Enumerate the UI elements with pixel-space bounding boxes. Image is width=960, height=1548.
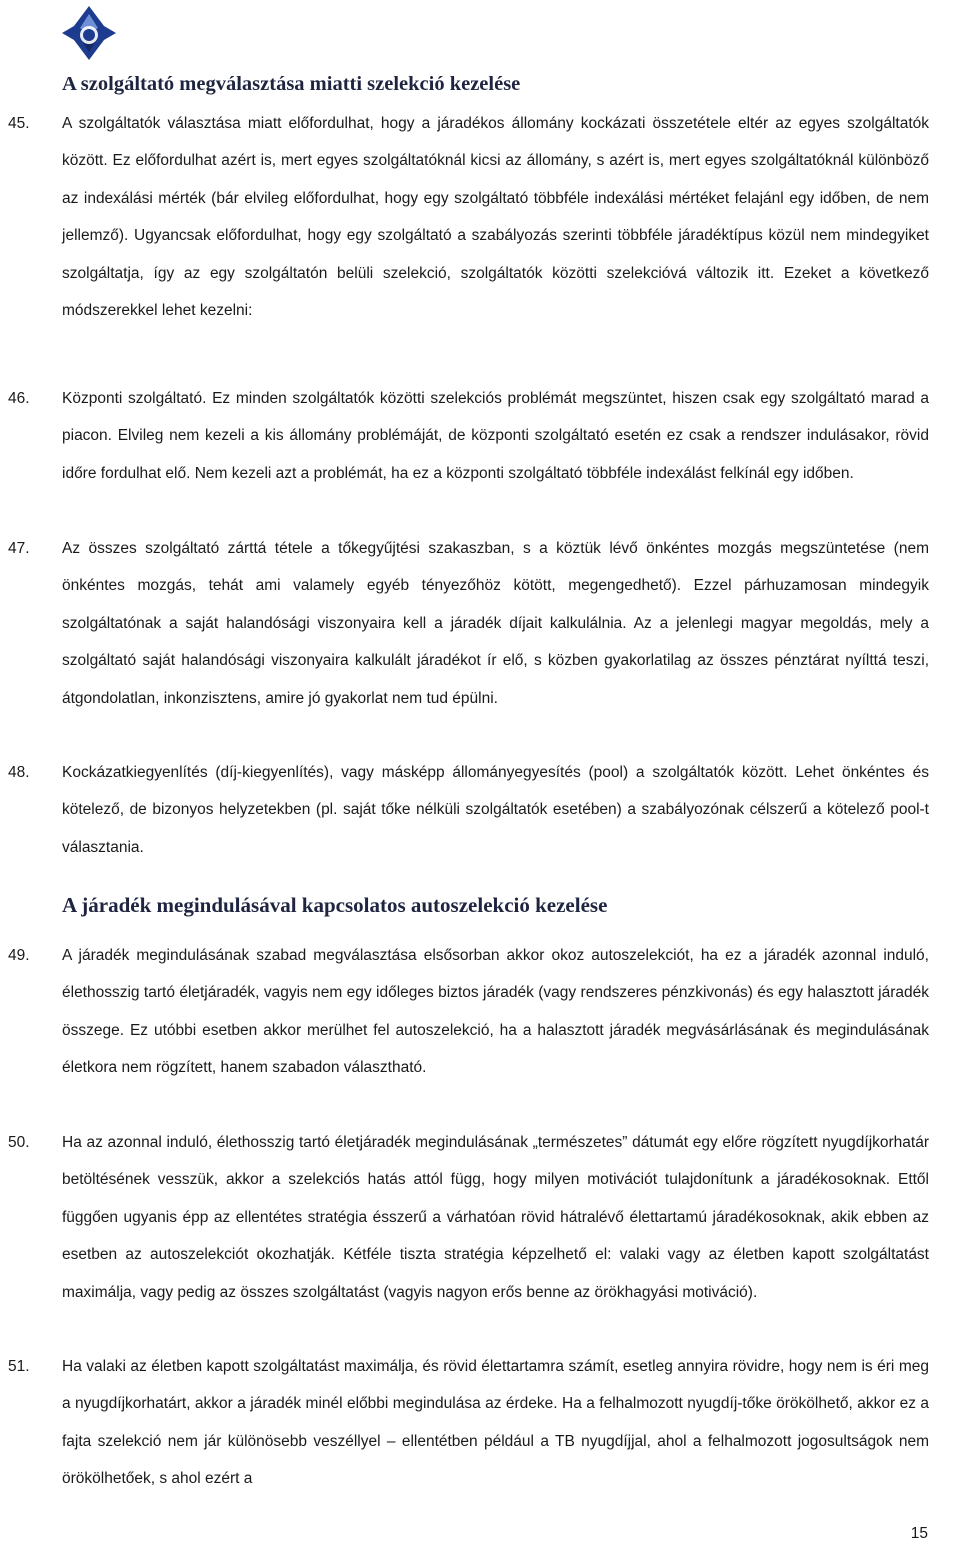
paragraph-text: A járadék megindulásának szabad megválasztása elsősorban akkor okoz autoszelekciót, ha ez a járadék azonnal induló, élethosszig tartó életjáradék, vagyis nem egy időleges biztos járadék (vagy rendszeres pénzkivonás) és egy halasztott járadék összege. Ez utóbbi esetben akkor merülhet fel autoszelekció, ha a halasztott járadék megvásárlásának és megindulásának életkora nem rögzített, hanem szabadon választható. — [62, 947, 929, 1077]
paragraph-text: A szolgáltatók választása miatt előfordulhat, hogy a járadékos állomány kockázati összetétele eltér az egyes szolgáltatók között. Ez előfordulhat azért is, mert egyes szolgáltatóknál kicsi az állomány, s azért is, mert egyes szolgáltatóknál különböző az indexálási mérték (bár elvileg előfordulhat, hogy egy szolgáltató többféle indexálási mértéket felajánl egy időben, de nem jellemző). Ugyancsak előfordulhat, hogy egy szolgáltató a szabályozás szerinti többféle járadéktípus közül nem mindegyiket szolgáltatja, így az egy szolgáltatón belüli szelekció, szolgáltatók közötti szelekcióvá változik itt. Ezeket a következő módszerekkel lehet kezelni: — [62, 115, 929, 320]
paragraph-number: 45. — [8, 115, 30, 132]
logo-icon — [60, 4, 118, 62]
paragraph-text: Ha az azonnal induló, élethosszig tartó életjáradék megindulásának „természetes” dátumát egy előre rögzített nyugdíjkorhatár betöltésének vesszük, akkor a szelekciós hatás attól függ, hogy milyen motivációt tulajdonítunk a járadékosoknak. Ettől függően ugyanis épp az ellentétes stratégia ésszerű a várhatóan rövid hátralévő élettartamú járadékosoknak, akik ebben az esetben az autoszelekciót okozhatják. Kétféle tiszta stratégia képzelhető el: valaki vagy az életben kapott szolgáltatást maximálja, vagy pedig az összes szolgáltatást (vagyis nagyon erős benne az örökhagyási motiváció). — [62, 1134, 929, 1301]
paragraph-number: 48. — [8, 764, 30, 781]
section-heading-annuity-start-selection: A járadék megindulásával kapcsolatos autoszelekció kezelése — [62, 893, 608, 917]
paragraph-number: 50. — [8, 1134, 30, 1151]
paragraph-text: Központi szolgáltató. Ez minden szolgáltatók közötti szelekciós problémát megszüntet, hiszen csak egy szolgáltató marad a piacon. Elvileg nem kezeli a kis állomány problémáját, de központi szolgáltató esetén ez csak a rendszer indulásakor, rövid időre fordulhat elő. Nem kezeli azt a problémát, ha ez a központi szolgáltató többféle indexálást felkínál egy időben. — [62, 390, 929, 482]
paragraph-number: 47. — [8, 540, 30, 557]
paragraph-number: 49. — [8, 947, 30, 964]
paragraph-text: Kockázatkiegyenlítés (díj-kiegyenlítés), vagy másképp állományegyesítés (pool) a szolgáltatók között. Lehet önkéntes és kötelező, de bizonyos helyzetekben (pl. saját tőke nélküli szolgáltatók esetében) a szabályozónak célszerű a kötelező pool-t választania. — [62, 764, 929, 856]
paragraph-number: 46. — [8, 390, 30, 407]
page-number: 15 — [910, 1525, 928, 1542]
paragraph-text: Ha valaki az életben kapott szolgáltatást maximálja, és rövid élettartamra számít, esetleg annyira rövidre, hogy nem is éri meg a nyugdíjkorhatárt, akkor a járadék minél előbbi megindulása az érdeke. Ha a felhalmozott nyugdíj-tőke örökölhető, akkor ez a fajta szelekció nem jár különösebb veszéllyel – ellentétben például a TB nyugdíjjal, ahol a felhalmozott jogosultságok nem örökölhetőek, s ahol ezért a — [62, 1358, 929, 1488]
paragraph-text: Az összes szolgáltató zárttá tétele a tőkegyűjtési szakaszban, s a köztük lévő önkéntes mozgás megszüntetése (nem önkéntes mozgás, tehát ami valamely egyéb tényezőhöz kötött, megengedhető). Ezzel párhuzamosan mindegyik szolgáltatónak a saját halandósági viszonyaira kell a járadék díjait kalkulálnia. Az a jelenlegi magyar megoldás, mely a szolgáltató saját halandósági viszonyaira kalkulált járadékot ír elő, s közben gyakorlatilag az összes pénztárat nyílttá teszi, átgondolatlan, inkonzisztens, amire jó gyakorlat nem tud épülni. — [62, 540, 929, 707]
paragraph-number: 51. — [8, 1358, 30, 1375]
section-heading-provider-selection: A szolgáltató megválasztása miatti szelekció kezelése — [62, 73, 521, 95]
